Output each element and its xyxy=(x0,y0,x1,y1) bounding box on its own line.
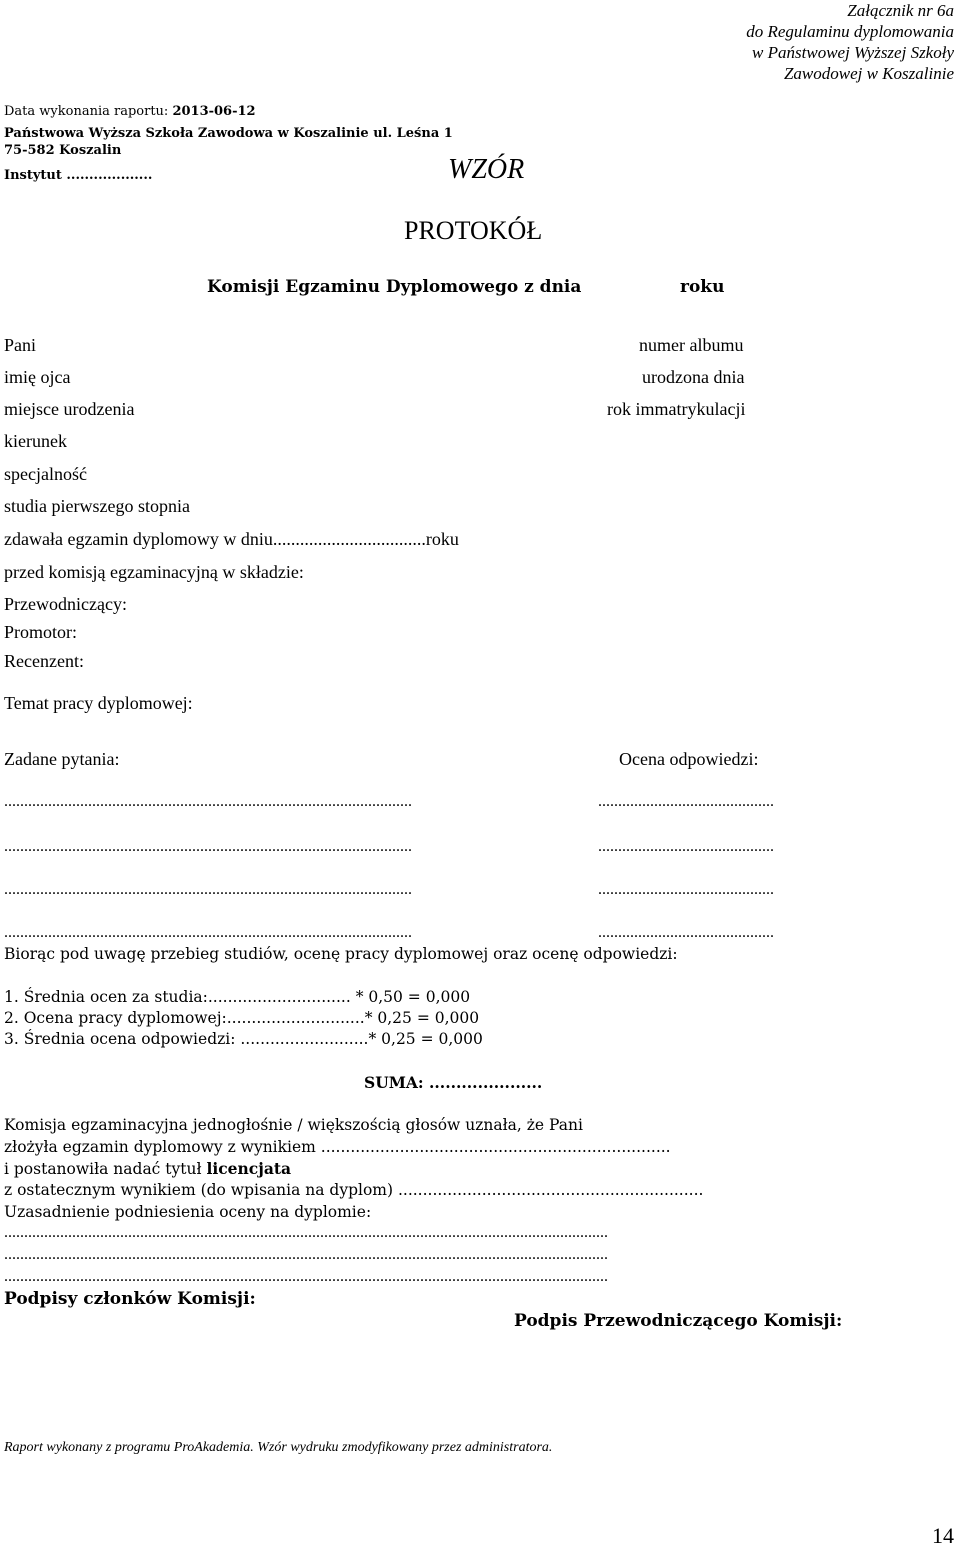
grade-line: ............................................ xyxy=(598,881,774,898)
grade-line: ............................................ xyxy=(598,793,774,810)
decision-justification-label: Uzasadnienie podniesienia oceny na dyplomie: xyxy=(4,1203,372,1221)
question-line: ...................................................................................................... xyxy=(4,924,412,941)
field-album-number: numer albumu xyxy=(639,335,744,355)
field-specialty: specjalność xyxy=(4,464,87,484)
field-father-name: imię ojca xyxy=(4,367,71,387)
questions-label: Zadane pytania: xyxy=(4,749,120,769)
evaluation-average-grades: 1. Średnia ocen za studia:............................. * 0,50 = 0,000 xyxy=(4,988,471,1006)
school-address-line2: 75-582 Koszalin xyxy=(4,143,122,158)
question-line: ...................................................................................................... xyxy=(4,838,412,855)
evaluation-sum: SUMA: ..................... xyxy=(364,1073,543,1092)
school-address-line1: Państwowa Wyższa Szkoła Zawodowa w Koszalinie ul. Leśna 1 xyxy=(4,126,453,141)
field-birth-date: urodzona dnia xyxy=(642,367,745,387)
field-enrollment-year: rok immatrykulacji xyxy=(607,399,746,419)
question-line: ...................................................................................................... xyxy=(4,881,412,898)
evaluation-intro: Biorąc pod uwagę przebieg studiów, ocenę pracy dyplomowej oraz ocenę odpowiedzi: xyxy=(4,945,678,963)
attachment-line: Zawodowej w Koszalinie xyxy=(783,64,954,83)
page-number: 14 xyxy=(932,1523,954,1548)
report-date-value: 2013-06-12 xyxy=(172,104,256,119)
attachment-line: do Regulaminu dyplomowania xyxy=(746,22,954,41)
decision-result-line: złożyła egzamin dyplomowy z wynikiem ....................................................................... xyxy=(4,1138,671,1156)
committee-year-label: roku xyxy=(680,277,725,297)
field-pani: Pani xyxy=(4,335,37,355)
report-date xyxy=(4,104,256,120)
grade-line: ............................................ xyxy=(598,924,774,941)
field-study-level: studia pierwszego stopnia xyxy=(4,496,190,516)
grade-line: ............................................ xyxy=(598,838,774,855)
decision-title-line xyxy=(4,1159,291,1178)
justification-line: ....................................................................................................................................................... xyxy=(4,1246,608,1263)
chairman-signature-label: Podpis Przewodniczącego Komisji: xyxy=(514,1311,843,1331)
decision-title-text: i postanowiła nadać tytuł xyxy=(4,1160,207,1178)
field-reviewer: Recenzent: xyxy=(4,651,84,671)
evaluation-thesis-grade: 2. Ocena pracy dyplomowej:............................* 0,25 = 0,000 xyxy=(4,1009,480,1027)
field-birthplace: miejsce urodzenia xyxy=(4,399,135,419)
attachment-note xyxy=(746,0,954,84)
field-exam-date: zdawała egzamin dyplomowy w dniu..................................roku xyxy=(4,529,459,549)
evaluation-answers-grade: 3. Średnia ocena odpowiedzi: ..........................* 0,25 = 0,000 xyxy=(4,1030,483,1048)
field-chairman: Przewodniczący: xyxy=(4,594,127,614)
attachment-line: w Państwowej Wyższej Szkoły xyxy=(752,43,954,62)
institute: Instytut ................... xyxy=(4,168,153,183)
page-title: PROTOKÓŁ xyxy=(404,216,543,245)
decision-line: Komisja egzaminacyjna jednogłośnie / większością głosów uznała, że Pani xyxy=(4,1116,583,1134)
justification-line: ....................................................................................................................................................... xyxy=(4,1224,608,1241)
question-line: ...................................................................................................... xyxy=(4,793,412,810)
field-thesis-title: Temat pracy dyplomowej: xyxy=(4,693,193,713)
degree-title: licencjata xyxy=(206,1159,292,1178)
field-committee-intro: przed komisją egzaminacyjną w składzie: xyxy=(4,562,304,582)
footer-note: Raport wykonany z programu ProAkademia. Wzór wydruku zmodyfikowany przez administratora. xyxy=(4,1440,553,1455)
field-promoter: Promotor: xyxy=(4,622,78,642)
report-date-label: Data wykonania raportu: xyxy=(4,104,169,119)
justification-line: ....................................................................................................................................................... xyxy=(4,1268,608,1285)
members-signatures-label: Podpisy członków Komisji: xyxy=(4,1289,256,1309)
committee-date-label: Komisji Egzaminu Dyplomowego z dnia xyxy=(207,277,582,297)
answer-grade-label: Ocena odpowiedzi: xyxy=(619,749,759,769)
decision-final-result: z ostatecznym wynikiem (do wpisania na dyplom) .............................................................. xyxy=(4,1181,704,1199)
watermark-wzor: WZÓR xyxy=(448,154,525,185)
attachment-line: Załącznik nr 6a xyxy=(847,1,954,20)
field-of-study: kierunek xyxy=(4,431,67,451)
